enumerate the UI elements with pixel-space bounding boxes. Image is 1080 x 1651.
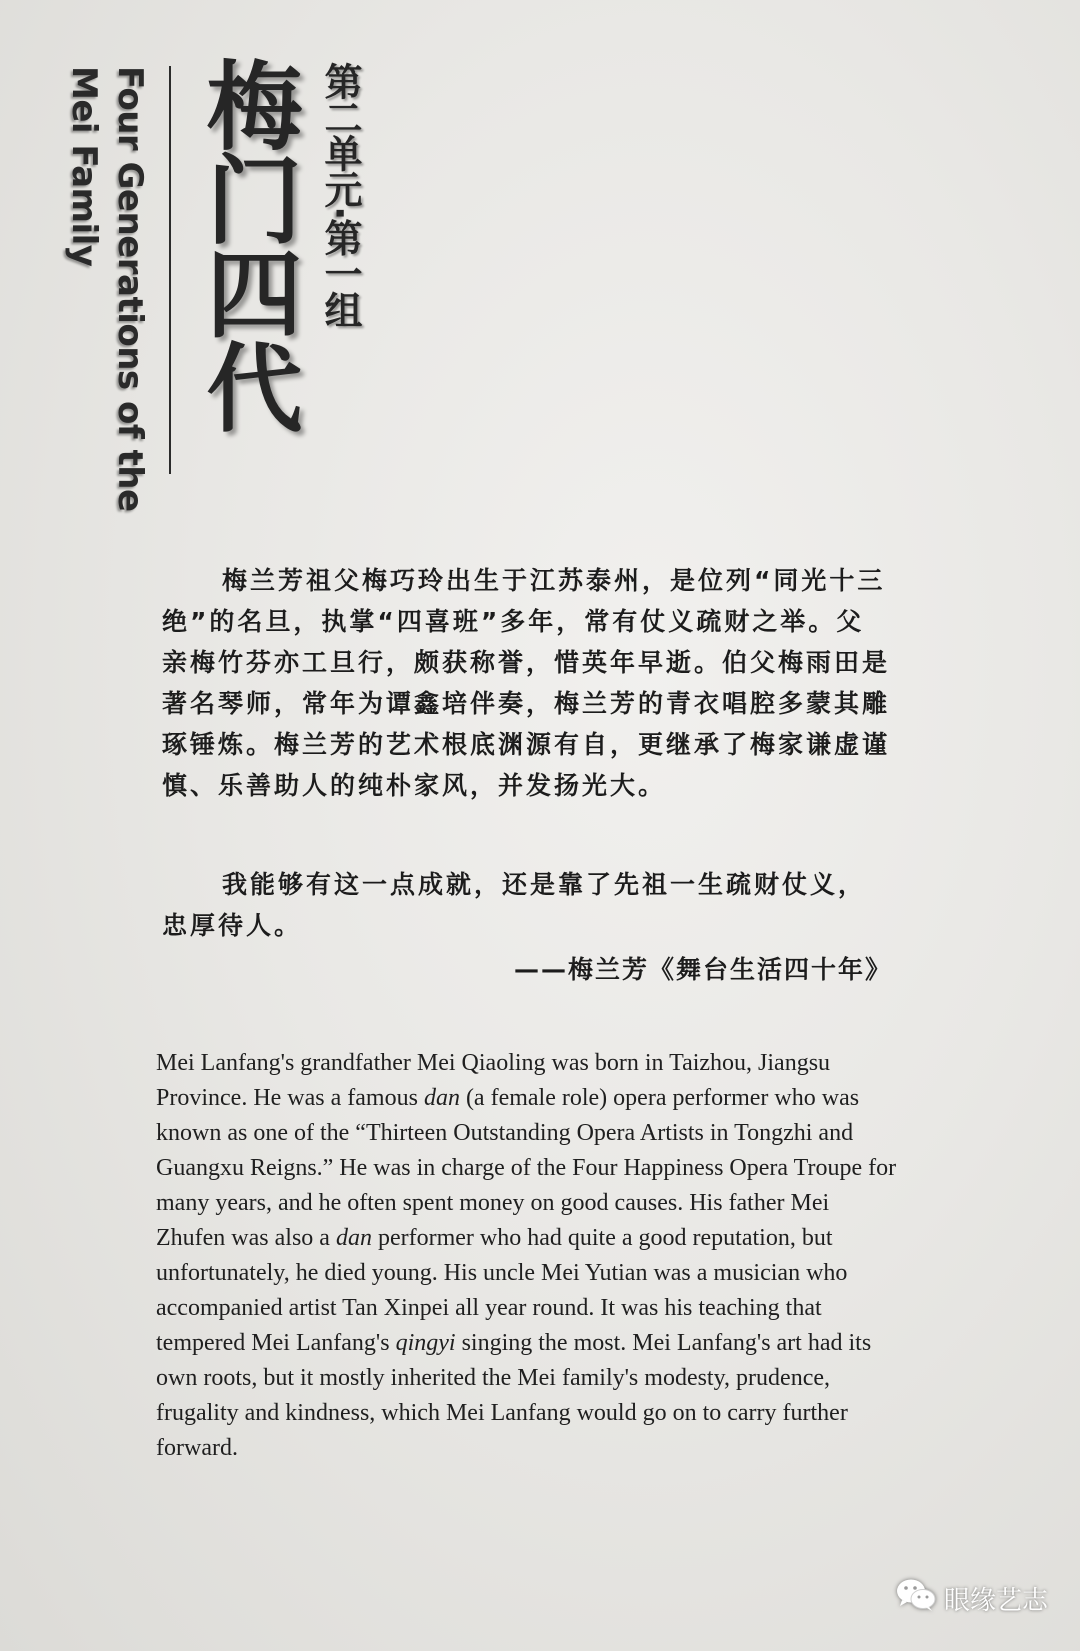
english-intro-paragraph bbox=[156, 1046, 900, 1466]
english-intro-term-dan: dan bbox=[423, 1085, 460, 1111]
unit-label: 第二单元·第一组 bbox=[318, 62, 362, 327]
english-intro-part-1: Mei Lanfang's grandfather Mei Qiaoling was born in Taizhou, Jiangsu Province. He was a famous bbox=[156, 1050, 831, 1111]
wechat-icon bbox=[896, 1578, 936, 1619]
english-title bbox=[62, 66, 158, 512]
english-intro-part-4: singing the most. Mei Lanfang's art had its own roots, but it mostly inherited the Mei family's modesty, prudence, frugality and kindness, which Mei Lanfang would go on to carry further forward. bbox=[156, 1330, 872, 1461]
english-intro-part-3: performer who had quite a good reputation, but unfortunately, he died young. His uncle Mei Yutian was a musician who accompanied artist Tan Xinpei all year round. It was his teaching that tempered Mei Lanfang's bbox=[156, 1225, 848, 1356]
english-intro-term-dan-2: dan bbox=[335, 1225, 372, 1251]
watermark-text: 眼缘艺志 bbox=[943, 1586, 1048, 1616]
watermark bbox=[896, 1578, 1048, 1619]
english-intro-part-2: (a female role) opera performer who was known as one of the “Thirteen Outstanding Opera Artists in Tongzhi and Guangxu Reigns.” He was in charge of the Four Happiness Opera Troupe for many years, and he often spent money on good causes. His father Mei Zhufen was also a bbox=[156, 1085, 897, 1251]
chinese-intro-paragraph: 梅兰芳祖父梅巧玲出生于江苏泰州，是位列“同光十三绝”的名旦，执掌“四喜班”多年，常有仗义疏财之举。父亲梅竹芬亦工旦行，颇获称誉，惜英年早逝。伯父梅雨田是著名琴师，常年为谭鑫培伴奏，梅兰芳的青衣唱腔多蒙其雕琢锤炼。梅兰芳的艺术根底渊源有自，更继承了梅家谦虚谨慎、乐善助人的纯朴家风，并发扬光大。 bbox=[162, 566, 891, 800]
chinese-title: 梅门四代 bbox=[191, 56, 303, 432]
english-title-line-2: Mei Family bbox=[64, 66, 104, 267]
title-divider bbox=[169, 66, 171, 474]
english-title-line-1: Four Generations of the bbox=[110, 66, 150, 512]
chinese-quote: 我能够有这一点成就，还是靠了先祖一生疏财仗义，忠厚待人。 bbox=[162, 870, 867, 940]
english-intro-term-qingyi: qingyi bbox=[395, 1330, 456, 1356]
quote-attribution: ——梅兰芳《舞台生活四十年》 bbox=[513, 955, 892, 984]
